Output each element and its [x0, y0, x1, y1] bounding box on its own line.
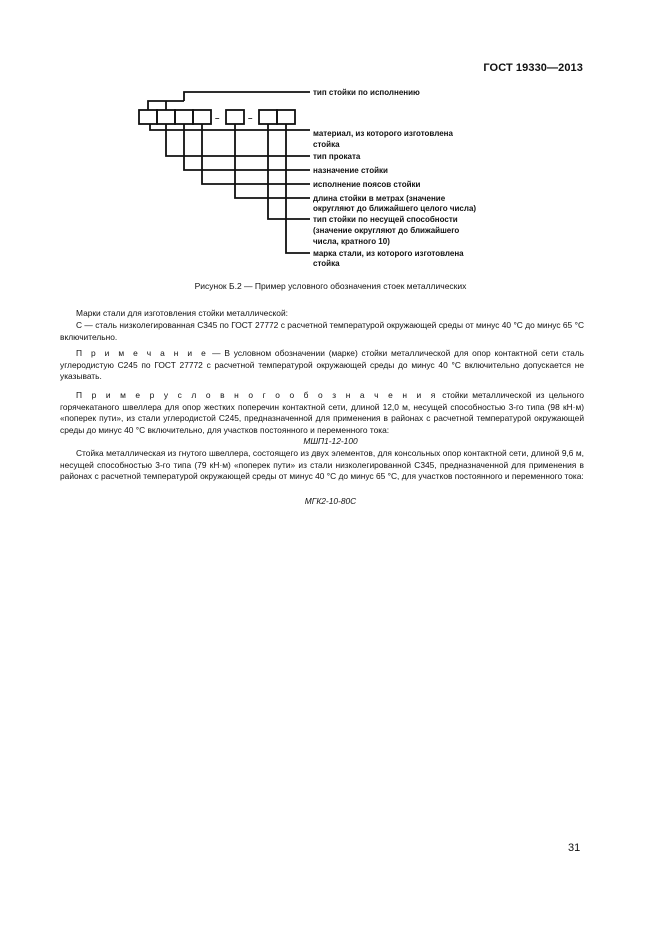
label-material: стойка	[313, 140, 340, 149]
example-paragraph	[60, 390, 584, 436]
paragraph-steel-grades: Марки стали для изготовления стойки металлической:	[76, 308, 288, 318]
designation-box	[157, 110, 175, 124]
note-text: — В условном обозначении (марке) стойки металлической для опор контактной сети сталь углеродистую С245 по ГОСТ 27772 с расчетной температурой окружающей среды до минус 40 °С включительно допускается не указывать.	[60, 348, 584, 382]
separator-dash: –	[248, 114, 253, 123]
note-paragraph	[60, 348, 584, 383]
designation-box	[193, 110, 211, 124]
paragraph-steel-c: С — сталь низколегированная С345 по ГОСТ 27772 с расчетной температурой окружающей среды от минус 40 °С до минус 65 °С включительно.	[60, 320, 584, 342]
paragraph-bent-channel: Стойка металлическая из гнутого швеллера, состоящего из двух элементов, для консольных опор контактной сети, длиной 9,6 м, несущей способностью 3-го типа (79 кН·м) «поперек пути» из стали низколегированной С345, предназначенной для применения в районах с расчетной температурой окружающей среды от минус 40 °С до минус 65 °С, для участков постоянного и переменного тока:	[60, 448, 584, 482]
designation-box	[277, 110, 295, 124]
designation-box	[259, 110, 277, 124]
example-lead: П р и м е р у с л о в н о г о о б о з н а ч е н и я	[76, 390, 438, 400]
label-steel-grade: стойка	[313, 259, 340, 268]
example-text: стойки металлической из цельного горячекатаного швеллера для опор жестких поперечин контактной сети, длиной 12,0 м, несущей способностью 3-го типа (98 кН·м) «поперек пути», из стали углеродистой С245, предназначенной для применения в районах с расчетной температурой окружающей среды до минус 40 °С включительно, для участков постоянного и переменного тока:	[60, 390, 584, 435]
label-steel-grade: марка стали, из которого изготовлена	[313, 249, 464, 258]
label-purpose: назначение стойки	[313, 166, 388, 175]
leader-line	[166, 124, 310, 156]
leader-line	[268, 124, 310, 219]
leader-line	[235, 124, 310, 198]
top-bracket-line	[184, 92, 310, 101]
page-number: 31	[568, 842, 581, 854]
designation-box	[139, 110, 157, 124]
leader-line	[202, 124, 310, 184]
figure-caption: Рисунок Б.2 — Пример условного обозначения стоек металлических	[194, 281, 467, 291]
designation-box	[175, 110, 193, 124]
designation-code-example-2: МГК2-10-80С	[304, 496, 357, 506]
label-length: длина стойки в метрах (значение	[313, 194, 446, 203]
label-load-capacity: числа, кратного 10)	[313, 237, 390, 246]
leader-line	[286, 124, 310, 253]
label-load-capacity: тип стойки по несущей способности	[313, 215, 458, 224]
label-load-capacity: (значение округляют до ближайшего	[313, 226, 460, 235]
designation-code-example-1: МШП1-12-100	[303, 436, 358, 446]
label-length: округляют до ближайшего целого числа)	[313, 204, 477, 213]
label-profile-type: тип проката	[313, 152, 361, 161]
label-material: материал, из которого изготовлена	[313, 129, 453, 138]
document-code: ГОСТ 19330—2013	[483, 62, 583, 74]
separator-dash: –	[215, 114, 220, 123]
label-pillar-type-execution: тип стойки по исполнению	[313, 88, 420, 97]
label-chord-execution: исполнение поясов стойки	[313, 180, 421, 189]
note-lead: П р и м е ч а н и е	[76, 348, 209, 358]
designation-scheme-diagram	[0, 0, 661, 300]
designation-box	[226, 110, 244, 124]
